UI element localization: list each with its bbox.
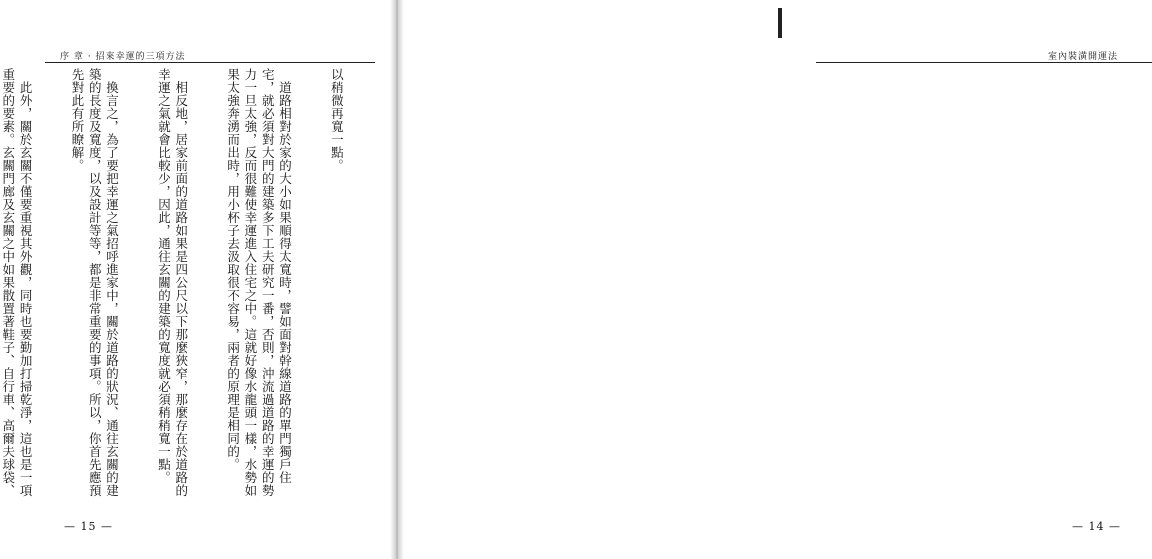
right-header-rule bbox=[816, 62, 1152, 63]
left-paragraph: 相反地，居家前面的道路如果是四公尺以下那麼狹窄，那麼存在於道路的幸運之氣就會比較少，因此，通往玄關的建築的寬度就必須稍稍寬一點。 bbox=[156, 68, 189, 497]
left-paragraph: 換言之，為了要把幸運之氣招呼進家中，關於道路的狀況、通往玄關的建築的長度及寬度，以及設計等等，都是非常重要的事項。所以，你首先應預先對此有所瞭解。 bbox=[69, 68, 120, 497]
left-page bbox=[0, 0, 396, 559]
page-edge-mark bbox=[778, 8, 782, 38]
left-header-rule bbox=[45, 62, 375, 63]
left-paragraph: 道路相對於家的大小如果順得太寬時，譬如面對幹線道路的單門獨戶住宅，就必須對大門的建築多下工夫研究一番，否則，沖流過道路的幸運的勢力一旦太強，反而很難使幸運進入住宅之中。這就好像水龍頭一樣，水勢如果太強奔湧而出時，用小杯子去汲取很不容易，兩者的原理是相同的。 bbox=[225, 68, 293, 497]
left-running-head: 序 章 · 招來幸運的三項方法 bbox=[60, 52, 186, 62]
right-running-head: 室內裝潢開運法 bbox=[1048, 52, 1119, 62]
right-page-number: — 14 — bbox=[1072, 520, 1121, 533]
left-text-column bbox=[0, 68, 380, 508]
left-page-number: — 15 — bbox=[64, 520, 113, 533]
right-page bbox=[396, 0, 1121, 559]
left-paragraph: 此外，關於玄關不僅要重視其外觀，同時也要勤加打掃乾淨，這也是一項重要的要素。玄關門廊及玄關之中如果散置著鞋子、自行車、高爾夫球袋、 bbox=[0, 68, 34, 497]
left-paragraph: 以稍微再寬一點。 bbox=[329, 68, 345, 172]
